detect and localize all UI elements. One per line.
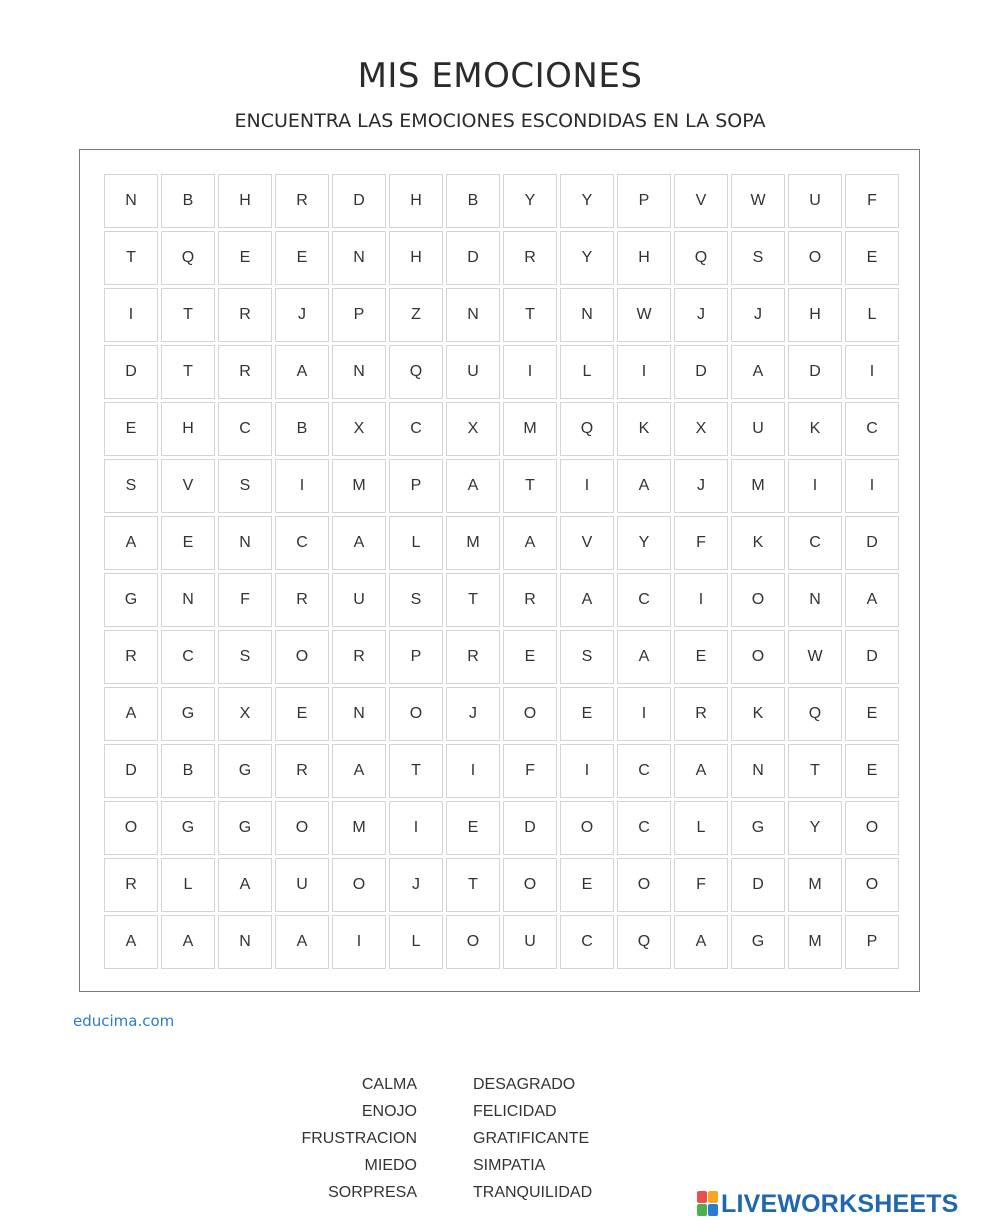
grid-cell[interactable]: O [617,858,671,912]
grid-cell[interactable]: D [788,345,842,399]
grid-cell[interactable]: L [674,801,728,855]
grid-cell[interactable]: O [275,630,329,684]
grid-cell[interactable]: Y [788,801,842,855]
grid-cell[interactable]: A [332,516,386,570]
grid-cell[interactable]: Q [389,345,443,399]
grid-cell[interactable]: Y [560,174,614,228]
grid-cell[interactable]: I [788,459,842,513]
grid-cell[interactable]: S [731,231,785,285]
grid-cell[interactable]: F [503,744,557,798]
grid-cell[interactable]: S [218,630,272,684]
grid-cell[interactable]: C [275,516,329,570]
grid-cell[interactable]: T [389,744,443,798]
word-list-item: ENOJO [361,1103,417,1120]
grid-cell[interactable]: E [560,858,614,912]
grid-cell[interactable]: I [503,345,557,399]
grid-cell[interactable]: E [674,630,728,684]
grid-cell[interactable]: F [845,174,899,228]
grid-cell[interactable]: I [560,744,614,798]
word-list-item: TRANQUILIDAD [473,1184,593,1201]
page-subtitle: ENCUENTRA LAS EMOCIONES ESCONDIDAS EN LA SOPA [234,110,766,132]
grid-cell[interactable]: X [332,402,386,456]
grid-cell[interactable]: D [845,516,899,570]
grid-cell[interactable]: O [503,858,557,912]
grid-cell[interactable]: D [503,801,557,855]
grid-cell[interactable]: R [218,345,272,399]
grid-cell[interactable]: O [104,801,158,855]
grid-cell[interactable]: W [731,174,785,228]
grid-cell[interactable]: D [104,744,158,798]
grid-cell[interactable]: N [788,573,842,627]
grid-cell[interactable]: I [389,801,443,855]
grid-cell[interactable]: E [560,687,614,741]
liveworksheets-logo-icon [697,1191,719,1217]
grid-cell[interactable]: X [218,687,272,741]
grid-cell[interactable]: D [332,174,386,228]
grid-cell[interactable]: L [389,516,443,570]
grid-cell[interactable]: O [731,630,785,684]
grid-cell[interactable]: J [446,687,500,741]
grid-cell[interactable]: K [788,402,842,456]
grid-cell[interactable]: E [503,630,557,684]
grid-cell[interactable]: P [389,459,443,513]
grid-cell[interactable]: N [332,345,386,399]
grid-cell[interactable]: A [104,687,158,741]
grid-cell[interactable]: M [446,516,500,570]
grid-cell[interactable]: E [275,687,329,741]
grid-cell[interactable]: E [218,231,272,285]
word-list-item: FRUSTRACION [301,1130,417,1147]
grid-cell[interactable]: T [161,288,215,342]
grid-cell[interactable]: U [332,573,386,627]
grid-cell[interactable]: C [617,801,671,855]
grid-cell[interactable]: G [104,573,158,627]
grid-cell[interactable]: R [104,630,158,684]
grid-cell[interactable]: O [788,231,842,285]
grid-cell[interactable]: N [218,516,272,570]
word-list-right [473,1074,592,1209]
grid-cell[interactable]: R [503,573,557,627]
grid-cell[interactable]: C [161,630,215,684]
grid-cell[interactable]: E [845,231,899,285]
grid-cell[interactable]: D [731,858,785,912]
grid-cell[interactable]: M [332,459,386,513]
grid-cell[interactable]: G [218,744,272,798]
grid-cell[interactable]: X [674,402,728,456]
grid-cell[interactable]: B [275,402,329,456]
grid-cell[interactable]: E [446,801,500,855]
logo-tile [697,1191,707,1203]
grid-cell[interactable]: J [731,288,785,342]
grid-cell[interactable]: G [218,801,272,855]
grid-cell[interactable]: D [845,630,899,684]
grid-cell[interactable]: H [389,231,443,285]
grid-cell[interactable]: S [389,573,443,627]
grid-cell[interactable]: S [560,630,614,684]
grid-cell[interactable]: O [560,801,614,855]
grid-cell[interactable]: H [788,288,842,342]
grid-cell[interactable]: O [389,687,443,741]
grid-cell[interactable]: L [560,345,614,399]
grid-cell[interactable]: A [332,744,386,798]
grid-cell[interactable]: D [104,345,158,399]
grid-cell[interactable]: M [788,858,842,912]
grid-cell[interactable]: C [389,402,443,456]
grid-cell[interactable]: A [275,915,329,969]
grid-cell[interactable]: N [332,231,386,285]
grid-cell[interactable]: O [332,858,386,912]
grid-cell[interactable]: C [218,402,272,456]
grid-cell[interactable]: I [560,459,614,513]
grid-cell[interactable]: H [161,402,215,456]
word-list-item: CALMA [361,1076,417,1093]
grid-cell[interactable]: N [332,687,386,741]
grid-cell[interactable]: I [104,288,158,342]
logo-tile [708,1204,718,1216]
grid-cell[interactable]: P [617,174,671,228]
grid-cell[interactable]: Y [503,174,557,228]
grid-cell[interactable]: N [218,915,272,969]
grid-cell[interactable]: J [275,288,329,342]
grid-cell[interactable]: U [446,345,500,399]
grid-cell[interactable]: W [617,288,671,342]
grid-cell[interactable]: A [218,858,272,912]
grid-cell[interactable]: I [332,915,386,969]
grid-cell[interactable]: A [503,516,557,570]
grid-cell[interactable]: C [845,402,899,456]
grid-cell[interactable]: Q [674,231,728,285]
grid-cell[interactable]: R [503,231,557,285]
grid-cell[interactable]: F [218,573,272,627]
grid-cell[interactable]: E [275,231,329,285]
grid-cell[interactable]: C [788,516,842,570]
grid-cell[interactable]: E [104,402,158,456]
word-list-item: SIMPATIA [473,1157,546,1174]
source-link[interactable]: educima.com [73,1012,175,1030]
grid-cell[interactable]: M [731,459,785,513]
grid-cell[interactable]: K [731,687,785,741]
grid-cell[interactable]: O [845,858,899,912]
grid-cell[interactable]: C [617,573,671,627]
grid-cell[interactable]: X [446,402,500,456]
grid-cell[interactable]: Q [788,687,842,741]
word-list-item: GRATIFICANTE [473,1130,590,1147]
grid-cell[interactable]: A [731,345,785,399]
grid-cell[interactable]: Y [617,516,671,570]
word-list-item: MIEDO [364,1157,417,1174]
page-title: MIS EMOCIONES [357,56,643,96]
grid-cell[interactable]: O [731,573,785,627]
grid-cell[interactable]: I [275,459,329,513]
grid-cell[interactable]: O [503,687,557,741]
grid-cell[interactable]: H [617,231,671,285]
letter-grid[interactable] [104,174,899,969]
grid-cell[interactable]: L [161,858,215,912]
grid-cell[interactable]: I [446,744,500,798]
grid-cell[interactable]: D [446,231,500,285]
grid-cell[interactable]: A [161,915,215,969]
grid-cell[interactable]: V [161,459,215,513]
word-list-item: FELICIDAD [473,1103,557,1120]
grid-cell[interactable]: Y [560,231,614,285]
grid-cell[interactable]: F [674,858,728,912]
grid-cell[interactable]: J [674,459,728,513]
grid-cell[interactable]: R [104,858,158,912]
grid-cell[interactable]: T [161,345,215,399]
grid-cell[interactable]: Z [389,288,443,342]
grid-cell[interactable]: R [218,288,272,342]
grid-cell[interactable]: M [332,801,386,855]
grid-cell[interactable]: I [617,345,671,399]
grid-cell[interactable]: V [560,516,614,570]
grid-cell[interactable]: I [617,687,671,741]
grid-cell[interactable]: O [275,801,329,855]
grid-cell[interactable]: A [275,345,329,399]
grid-cell[interactable]: A [104,516,158,570]
grid-cell[interactable]: A [617,630,671,684]
grid-cell[interactable]: A [845,573,899,627]
grid-cell[interactable]: P [332,288,386,342]
grid-cell[interactable]: T [503,459,557,513]
grid-cell[interactable]: M [788,915,842,969]
grid-cell[interactable]: C [560,915,614,969]
grid-cell[interactable]: G [731,915,785,969]
grid-cell[interactable]: G [161,687,215,741]
grid-cell[interactable]: R [275,744,329,798]
grid-cell[interactable]: A [560,573,614,627]
grid-cell[interactable]: A [674,744,728,798]
grid-cell[interactable]: S [104,459,158,513]
grid-cell[interactable]: I [845,459,899,513]
grid-cell[interactable]: C [617,744,671,798]
grid-cell[interactable]: L [389,915,443,969]
grid-cell[interactable]: T [788,744,842,798]
grid-cell[interactable]: K [731,516,785,570]
logo-tile [697,1204,707,1216]
brand-name: LIVEWORKSHEETS [721,1189,959,1218]
grid-cell[interactable]: U [275,858,329,912]
grid-cell[interactable]: W [788,630,842,684]
grid-cell[interactable]: T [446,573,500,627]
grid-cell[interactable]: F [674,516,728,570]
grid-cell[interactable]: G [161,801,215,855]
grid-cell[interactable]: N [446,288,500,342]
grid-cell[interactable]: N [104,174,158,228]
grid-cell[interactable]: A [446,459,500,513]
grid-cell[interactable]: T [503,288,557,342]
grid-cell[interactable]: K [617,402,671,456]
grid-cell[interactable]: O [845,801,899,855]
grid-cell[interactable]: G [731,801,785,855]
grid-cell[interactable]: E [845,687,899,741]
grid-cell[interactable]: R [275,573,329,627]
grid-cell[interactable]: M [503,402,557,456]
grid-cell[interactable]: R [674,687,728,741]
grid-cell[interactable]: Q [560,402,614,456]
grid-cell[interactable]: V [674,174,728,228]
grid-cell[interactable]: Q [617,915,671,969]
grid-cell[interactable]: P [389,630,443,684]
grid-cell[interactable]: T [446,858,500,912]
grid-cell[interactable]: H [218,174,272,228]
grid-cell[interactable]: D [674,345,728,399]
grid-cell[interactable]: I [674,573,728,627]
logo-tile [708,1191,718,1203]
grid-cell[interactable]: A [674,915,728,969]
grid-cell[interactable]: B [446,174,500,228]
grid-cell[interactable]: A [104,915,158,969]
grid-cell[interactable]: B [161,174,215,228]
grid-cell[interactable]: R [275,174,329,228]
liveworksheets-brand[interactable] [697,1187,959,1221]
grid-cell[interactable]: H [389,174,443,228]
grid-cell[interactable]: J [674,288,728,342]
word-search-board [79,149,920,992]
grid-cell[interactable]: E [161,516,215,570]
grid-cell[interactable]: U [731,402,785,456]
grid-cell[interactable]: R [332,630,386,684]
grid-cell[interactable]: S [218,459,272,513]
grid-cell[interactable]: L [845,288,899,342]
grid-cell[interactable]: N [560,288,614,342]
grid-cell[interactable]: Q [161,231,215,285]
grid-cell[interactable]: O [446,915,500,969]
grid-cell[interactable]: U [788,174,842,228]
grid-cell[interactable]: N [161,573,215,627]
word-list-left [301,1074,417,1209]
grid-cell[interactable]: A [617,459,671,513]
grid-cell[interactable]: T [104,231,158,285]
word-list-item: DESAGRADO [473,1076,576,1093]
word-list-item: SORPRESA [328,1184,417,1201]
grid-cell[interactable]: J [389,858,443,912]
grid-cell[interactable]: P [845,915,899,969]
grid-cell[interactable]: U [503,915,557,969]
grid-cell[interactable]: E [845,744,899,798]
grid-cell[interactable]: N [731,744,785,798]
grid-cell[interactable]: I [845,345,899,399]
grid-cell[interactable]: B [161,744,215,798]
grid-cell[interactable]: R [446,630,500,684]
